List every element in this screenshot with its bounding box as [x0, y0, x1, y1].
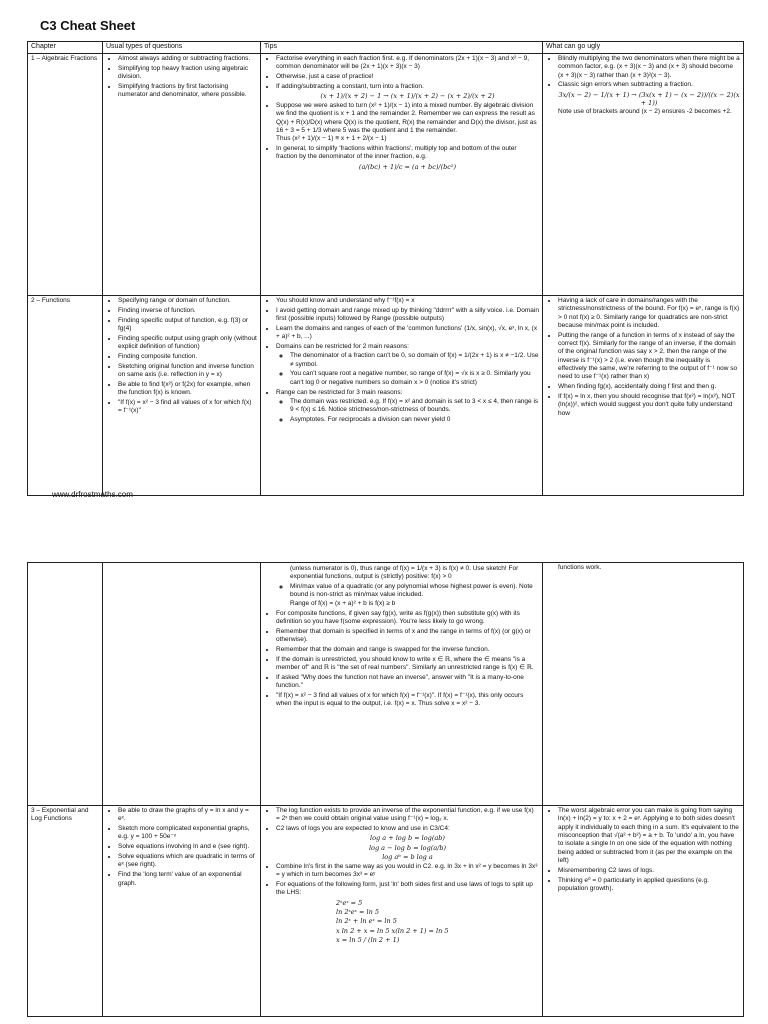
list-item: • If the domain is unrestricted, you should know to write x ∈ ℝ, where the ∈ means "is a member of" and ℝ is "the set of real numbers". Similarly an unrestricted range is f(x) ∈ ℝ. — [276, 656, 539, 673]
tip-text: Thus (x² + 1)/(x − 1) ≡ x + 1 + 2/(x − 1) — [276, 135, 387, 143]
tip-text: Min/max value of a quadratic (or any polynomial whose highest power is even). Note bound is non-strict as min/max value included. — [290, 583, 533, 599]
list-item: • The log function exists to provide an inverse of the exponential function, e.g. if we use f(x) = 2ˣ then we could obtain original value using f⁻¹(x) = log₂ x. — [276, 807, 539, 824]
list-item — [558, 81, 740, 116]
list-item: • Specifying range or domain of function. — [118, 297, 257, 305]
tip-text: C2 laws of logs you are expected to know and use in C3/C4: — [276, 825, 450, 833]
questions-cell — [103, 806, 261, 1017]
questions-cell — [103, 563, 261, 806]
chapter-cell — [28, 563, 103, 806]
ugly-cell — [543, 806, 744, 1017]
sub-list-item: (unless numerator is 0), thus range of f(x) = 1/(x + 3) is f(x) ≠ 0. Use sketch! For exponential functions, output is (strictly) positive: f(x) > 0 — [290, 565, 519, 581]
list-item: • If f(x) = ln x, then you should recognise that f(x²) = ln(x²), NOT (ln(x))², which would suggest you don't quite fully understand how — [558, 393, 740, 418]
list-item — [276, 825, 539, 861]
page-title: C3 Cheat Sheet — [40, 18, 136, 33]
sub-list-item — [290, 583, 539, 608]
tip-text: Domains can be restricted for 2 main reasons: — [276, 343, 409, 351]
ugly-cell — [543, 53, 744, 295]
list-item — [276, 389, 539, 425]
table-row-exponential-log — [28, 806, 744, 1017]
list-item: • Almost always adding or subtracting fractions. — [118, 55, 257, 63]
sub-list-item: ◦ Asymptotes. For reciprocals a division can never yield 0 — [290, 416, 539, 424]
list-item: • The worst algebraic error you can make is going from saying ln(x) + ln(2) = y to: x + 2 = eʸ. Applying e to both sides doesn't apply it individually to each thing in a sum. It's equivalent to the misconception that √(a² + b²) = a + b. To 'undo' a ln, you have to isolate a single ln on one side of the equation with nothing being added or subtracted from it (as per the example on the left) — [558, 807, 740, 865]
list-item — [276, 881, 539, 944]
equation-line: ln 2ˣ + ln eˣ = ln 5 — [336, 917, 397, 926]
cheat-sheet-table-page-1 — [27, 41, 744, 496]
math-expression: 3x/(x − 2) − 1/(x + 1) → (3x(x + 1) − (x − 2))/((x − 2)(x + 1)) — [558, 90, 740, 108]
sub-list-item: ◦ The domain was restricted. e.g. If f(x) = x² and domain is set to 3 < x ≤ 4, then range is 9 < f(x) ≤ 16. Notice strictness/non-strictness of bounds. — [290, 398, 539, 415]
list-item: • When finding fg(x), accidentally doing f first and then g. — [558, 383, 740, 391]
list-item: • Sketching original function and inverse function on same axis (i.e. reflection in y = x) — [118, 363, 257, 380]
equation-line: x = ln 5 / (ln 2 + 1) — [336, 935, 400, 944]
list-item: • "If f(x) = x² − 3 find all values of x for which f(x) = f⁻¹(x)" — [118, 399, 257, 416]
list-item — [276, 102, 539, 144]
questions-cell — [103, 53, 261, 295]
list-item: • Sketch more complicated exponential graphs, e.g. y = 100 + 50e⁻ˣ — [118, 825, 257, 842]
log-law: log a + log b = log(ab) — [370, 834, 445, 843]
header-chapter: Chapter — [28, 42, 103, 54]
list-item: • If asked "Why does the function not have an inverse", answer with "It is a many-to-one function." — [276, 674, 539, 691]
tips-cell — [261, 53, 543, 295]
tips-cell — [261, 563, 543, 806]
list-item: • Putting the range of a function in terms of x instead of say the correct f(x). Similarly for the range of an inverse, if the domain of the original function was say x > 2, then the range of the inverse is f⁻¹(x) > 2 (i.e. even though the inequality is effectively the same, we're referring to the output of f⁻¹ now so need to use f⁻¹(x) rather than x) — [558, 332, 740, 382]
list-item: • I avoid getting domain and range mixed up by thinking "ddrrrr" with a silly voice. i.e. Domain first (possible inputs) followed by Range (possible outputs) — [276, 307, 539, 324]
list-item: • Finding inverse of function. — [118, 307, 257, 315]
list-item: • Otherwise, just a case of practice! — [276, 73, 539, 81]
list-item: • Thinking e⁰ = 0 particularly in applied questions (e.g. population growth). — [558, 877, 740, 894]
header-ugly: What can go ugly — [543, 42, 744, 54]
questions-cell — [103, 295, 261, 495]
tip-text: For equations of the following form, just 'ln' both sides first and use laws of logs to split up the LHS: — [276, 881, 533, 897]
list-item: • Finding composite function. — [118, 353, 257, 361]
list-item: • Factorise everything in each fraction first. e.g. If denominators (2x + 1)(x − 3) and x² − 9, common denominator will be (2x + 1)(x + 3)(x − 3) — [276, 55, 539, 72]
header-questions: Usual types of questions — [103, 42, 261, 54]
list-item: • Be able to find f(x²) or f(2x) for example, when the function f(x) is known. — [118, 381, 257, 398]
list-item: • Learn the domains and ranges of each of the 'common functions' (1/x, sin(x), √x, eˣ, ln x, (x + a)² + b, ...) — [276, 325, 539, 342]
math-expression: (a/(bc) + 1)/c = (a + bc)/(bc²) — [358, 162, 457, 171]
chapter-cell: 1 – Algebraic Fractions — [28, 53, 103, 295]
list-item: • Blindly multiplying the two denominators when there might be a common factor, e.g. (x + 3)(x − 3) and (x + 3) should become (x + 3)(x − 3) rather than (x + 3)²(x − 3). — [558, 55, 740, 80]
list-item: • "If f(x) = x² − 3 find all values of x for which f(x) = f⁻¹(x)". If f(x) = f⁻¹(x), this only occurs when the input is equal to the output, i.e. f(x) = x. Thus solve x = x² − 3. — [276, 692, 539, 709]
website-footer: www.drfrostmaths.com — [52, 490, 133, 499]
table-row-algebraic-fractions — [28, 53, 744, 295]
list-item: • Solve equations involving ln and e (see right). — [118, 843, 257, 851]
list-item: • Solve equations which are quadratic in terms of eˣ (see right). — [118, 853, 257, 870]
tips-cell — [261, 806, 543, 1017]
log-law: log a − log b = log(a/b) — [368, 843, 447, 852]
table-row-functions-continued — [28, 563, 744, 806]
chapter-cell: 2 – Functions — [28, 295, 103, 495]
ugly-cell — [543, 295, 744, 495]
list-item — [276, 343, 539, 387]
list-item: • You should know and understand why f⁻¹f(x) = x — [276, 297, 539, 305]
list-item: • Finding specific output of function, e.g. f(3) or fg(4) — [118, 317, 257, 334]
equation-line: x ln 2 + x = ln 5 x(ln 2 + 1) = ln 5 — [336, 926, 449, 935]
chapter-cell: 3 – Exponential and Log Functions — [28, 806, 103, 1017]
tip-text: In general, to simplify 'fractions within fractions', multiply top and bottom of the outer fraction by the denominator of the inner fraction, e.g. — [276, 145, 517, 161]
list-item: • Remember that the domain and range is swapped for the inverse function. — [276, 646, 539, 654]
sub-list-item: ◦ The denominator of a fraction can't be 0, so domain of f(x) = 1/(2x + 1) is x ≠ −1/2. Use ≠ symbol. — [290, 352, 539, 369]
log-law: log aᵇ = b log a — [382, 853, 433, 862]
tip-text: Classic sign errors when subtracting a fraction. — [558, 81, 693, 89]
list-item: • For composite functions, if given say fg(x), write as f(g(x)) then substitute g(x) with its definition so you have f(some expression). You're less likely to go wrong. — [276, 610, 539, 627]
list-item — [276, 145, 539, 171]
tip-text: Range can be restricted for 3 main reasons: — [276, 388, 403, 396]
equation-line: ln 2ˣeˣ = ln 5 — [336, 907, 379, 916]
list-item: • Having a lack of care in domains/ranges with the strictness/nonstrictness of the bound. For f(x) = eˣ, range is f(x) > 0 not f(x) ≥ 0. Similarly range for quadratics are non-strict because min/max point is included. — [558, 297, 740, 330]
ugly-cell — [543, 563, 744, 806]
cheat-sheet-table-page-2 — [27, 562, 744, 1017]
header-tips: Tips — [261, 42, 543, 54]
list-item: • Combine ln's first in the same way as you would in C2. e.g. ln 3x + ln x² = y becomes ln 3x³ = y which in turn becomes 3x³ = eʸ — [276, 863, 539, 880]
tip-text: Note use of brackets around (x − 2) ensures -2 becomes +2. — [558, 108, 732, 116]
table-row-functions — [28, 295, 744, 495]
list-item: • Simplifying top heavy fraction using algebraic division. — [118, 65, 257, 82]
sub-list-item: ◦ You can't square root a negative number, so range of f(x) = √x is x ≥ 0. Similarly you can't log 0 or negative numbers so domain x > 0 (notice it's strict) — [290, 370, 539, 387]
list-item: • Finding specific output using graph only (without explicit definition of function) — [118, 335, 257, 352]
math-expression: (x + 1)/(x + 2) − 1 → (x + 1)/(x + 2) − (x + 2)/(x + 2) — [320, 92, 495, 101]
equation-line: 2ˣeˣ = 5 — [336, 898, 363, 907]
tips-cell — [261, 295, 543, 495]
list-item: • Be able to draw the graphs of y = ln x and y = eˣ. — [118, 807, 257, 824]
list-item: • Find the 'long term' value of an exponential graph. — [118, 871, 257, 888]
list-item — [276, 565, 539, 608]
table-header-row — [28, 42, 744, 54]
tip-text: If adding/subtracting a constant, turn into a fraction. — [276, 82, 424, 90]
list-item — [276, 83, 539, 101]
tip-text: Range of f(x) = (x + a)² + b is f(x) ≥ b — [290, 599, 396, 607]
list-item: • Misremembering C2 laws of logs. — [558, 867, 740, 875]
tip-text: Suppose we were asked to turn (x² + 1)/(x − 1) into a mixed number. By algebraic division we find the quotient is x + 1 and the remainder 2. Remember we can express the result as Q(x) + R(x)/D(x) where Q(x) is the quotient, R(x) the remainder and D(x) the divisor, just as 16 ÷ 3 = 5 + 1/3 where 5 was the quotient and 1 the remainder. — [276, 102, 537, 134]
list-item: • Remember that domain is specified in terms of x and the range in terms of f(x) (or g(x) or otherwise). — [276, 628, 539, 645]
list-item: • Simplifying fractions by first factorising numerator and denominator, where possible. — [118, 83, 257, 100]
ugly-continuation: functions work. — [558, 564, 602, 571]
